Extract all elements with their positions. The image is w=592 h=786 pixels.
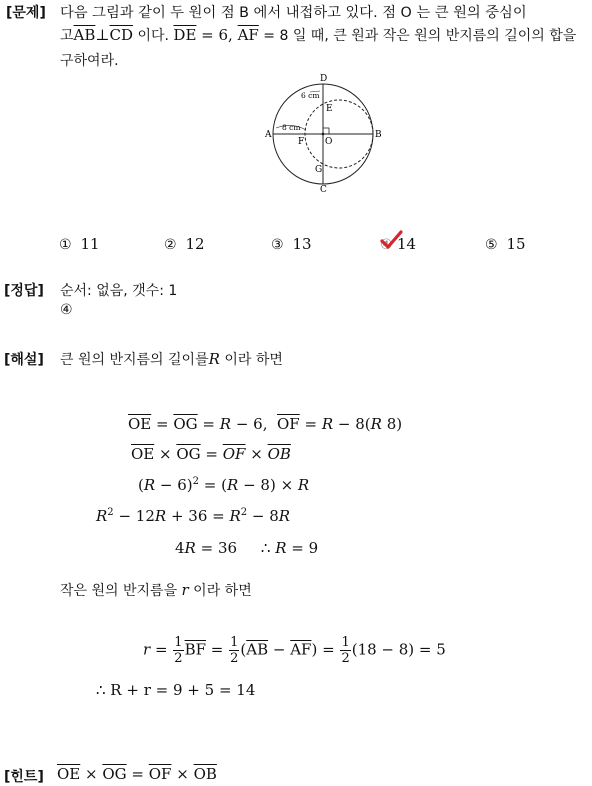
eq-line-7: ∴ R + r = 9 + 5 = 14 bbox=[96, 681, 256, 699]
segment-ab: $\overline{AB}$ bbox=[73, 26, 96, 44]
label-b: B bbox=[375, 130, 382, 140]
problem-line-3: 구하여라. bbox=[60, 53, 119, 69]
problem-line-1: 다음 그림과 같이 두 원이 점 B 에서 내접하고 있다. 점 O 는 큰 원의 중심이 bbox=[60, 5, 527, 21]
segment-af: $\overline{AF}$ bbox=[237, 26, 259, 44]
choice-3[interactable]: ③ 13 bbox=[271, 235, 312, 253]
answer-line-1: 순서: 없음, 갯수: 1 bbox=[60, 283, 178, 299]
segment-de: $\overline{DE}$ bbox=[173, 26, 197, 44]
label-6cm: 6 cm bbox=[301, 91, 320, 100]
choice-4[interactable]: ④ 14 bbox=[380, 235, 417, 253]
choice-1[interactable]: ① 11 bbox=[59, 235, 100, 253]
segment-cd: $\overline{CD}$ bbox=[109, 26, 134, 44]
problem-line-2: 고$\overline{AB}\perp\overline{CD}$ 이다. $\overline{DE} = 6$, $\overline{AF} = 8$ 일 때, 큰 원과 작은 원의 반지름의 길이의 합을 bbox=[60, 26, 577, 44]
hint-equation: $\overline{OE} \times \overline{OG} = \overline{OF} \times \overline{OB}$ bbox=[57, 765, 217, 783]
explanation-tag: [해설] bbox=[4, 352, 44, 368]
answer-line-2: ④ bbox=[60, 302, 73, 318]
eq-line-4: $R^2 - 12R + 36 = R^2 - 8R$ bbox=[96, 507, 291, 525]
eq-line-1: $\overline{OE} = \overline{OG} = R - 6$, $\overline{OF} = R - 8(R$ 8) bbox=[128, 415, 403, 433]
choice-5[interactable]: ⑤ 15 bbox=[485, 235, 526, 253]
label-a: A bbox=[265, 130, 272, 140]
label-c: C bbox=[320, 185, 327, 194]
eq-line-5: 4R = 36 ∴ R = 9 bbox=[175, 539, 319, 557]
hint-tag: [힌트] bbox=[4, 769, 44, 785]
eq-line-3: $(R - 6)^2 = (R - 8) \times R$ bbox=[138, 476, 310, 494]
label-g: G bbox=[315, 165, 323, 175]
choice-2[interactable]: ② 12 bbox=[164, 235, 205, 253]
check-mark-icon bbox=[380, 230, 404, 250]
label-8cm: 8 cm bbox=[282, 123, 301, 132]
label-o: O bbox=[325, 137, 333, 147]
explanation-small-intro: 작은 원의 반지름을 r 이라 하면 bbox=[60, 581, 252, 599]
label-f: F bbox=[298, 137, 305, 147]
answer-tag: [정답] bbox=[4, 283, 44, 299]
eq-line-2: $\overline{OE} \times \overline{OG} = \overline{OF} \times \overline{OB}$ bbox=[131, 445, 291, 463]
problem-tag: [문제] bbox=[6, 5, 46, 21]
label-e: E bbox=[326, 104, 333, 114]
circle-figure bbox=[262, 70, 388, 194]
label-d: D bbox=[320, 74, 328, 84]
eq-line-6: r = $\frac{1}{2}$ $\overline{BF}$ = $\frac{1}{2}$ $(\overline{AB} - \overline{AF})$ = $\frac{1}{2}$ (18 − 8) = 5 bbox=[143, 635, 446, 666]
explanation-intro: 큰 원의 반지름의 길이를R 이라 하면 bbox=[60, 350, 283, 368]
